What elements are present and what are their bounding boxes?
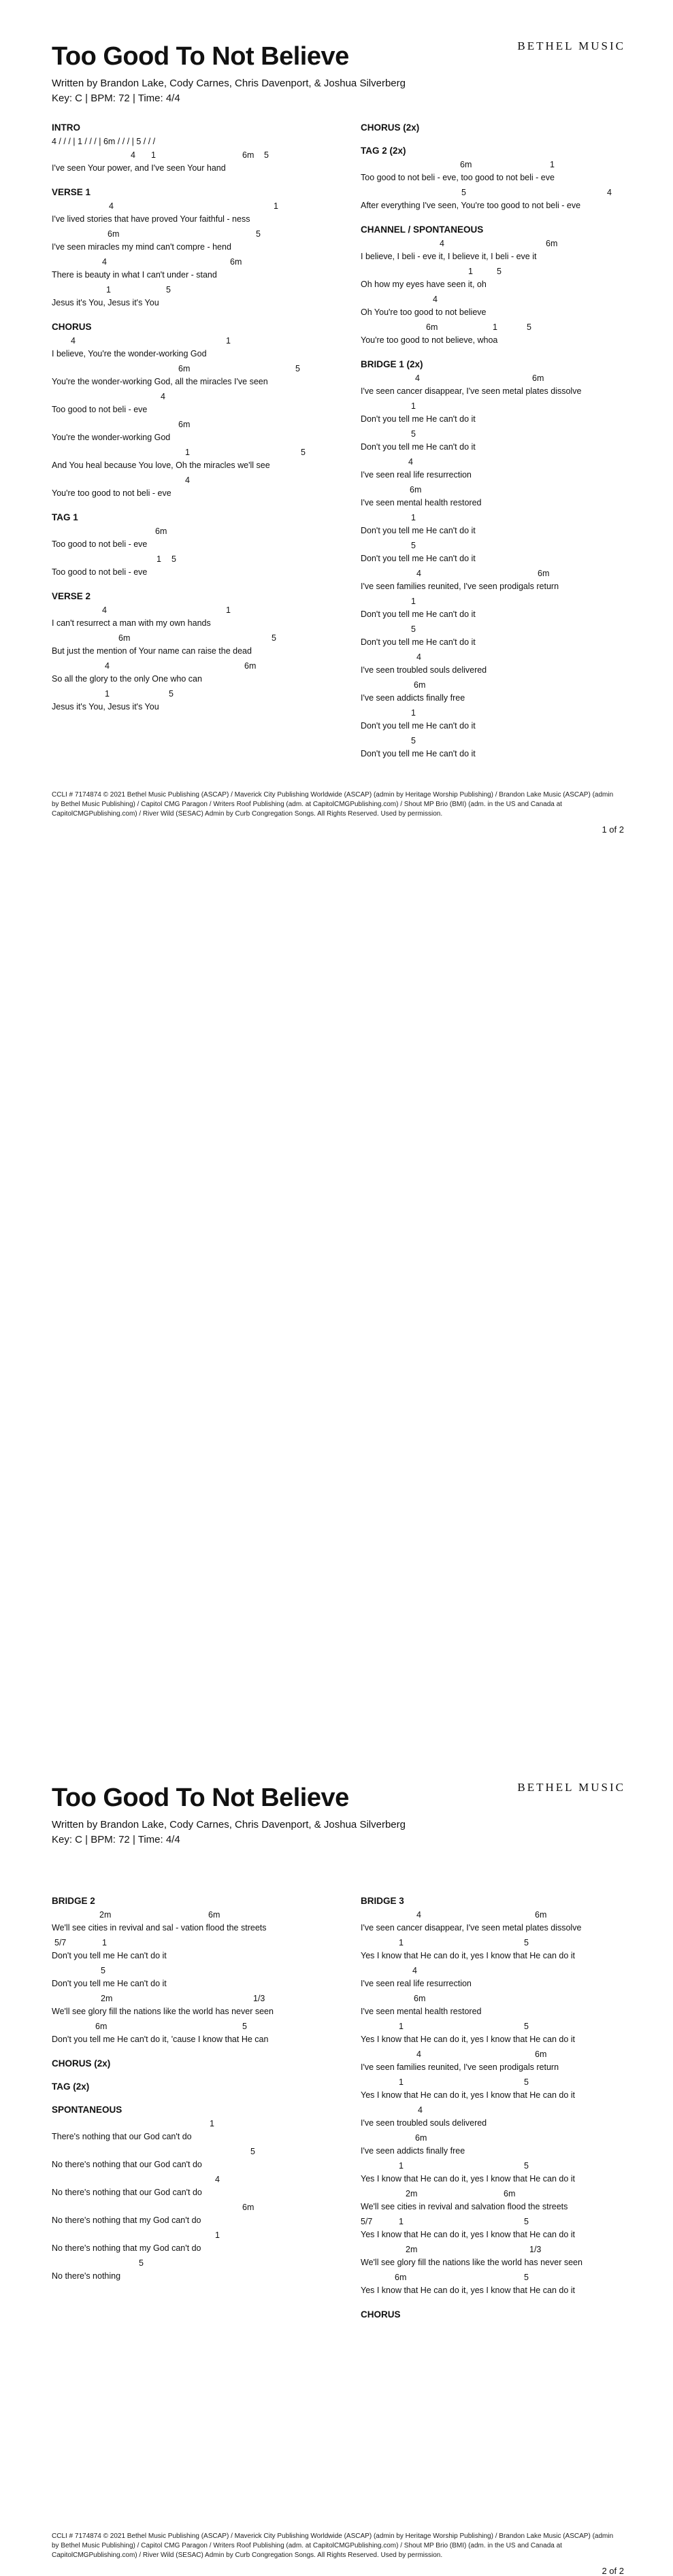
chord: 1 bbox=[105, 689, 110, 699]
chord-line bbox=[361, 678, 660, 691]
chord: 5/7 bbox=[54, 1938, 67, 1947]
chord: 6m bbox=[118, 633, 131, 643]
chord-line bbox=[52, 362, 338, 375]
section-title: CHORUS bbox=[52, 322, 92, 332]
chord-line bbox=[52, 2020, 338, 2033]
chord: 5 bbox=[169, 689, 174, 699]
chord-line bbox=[52, 390, 338, 403]
chord: 5 bbox=[101, 1966, 105, 1975]
right-column bbox=[361, 121, 660, 762]
lyric-line: After everything I've seen, You're too good to not beli - eve bbox=[361, 201, 581, 210]
chord: 1 bbox=[274, 201, 278, 211]
lyric-line: Yes I know that He can do it, yes I know that He can do it bbox=[361, 2174, 575, 2184]
lyric-line: No there's nothing that my God can't do bbox=[52, 2215, 201, 2225]
section-title: INTRO bbox=[52, 122, 80, 133]
chord-line bbox=[361, 2159, 660, 2172]
chord-line bbox=[52, 2145, 338, 2158]
chord: 6m bbox=[414, 680, 426, 690]
lyric-line: Don't you tell me He can't do it bbox=[361, 749, 476, 758]
lyric-line: No there's nothing that my God can't do bbox=[52, 2243, 201, 2253]
lyric-line: Oh You're too good to not believe bbox=[361, 307, 487, 317]
lyric-line: I've seen Your power, and I've seen Your hand bbox=[52, 163, 226, 173]
chord-line bbox=[361, 2103, 660, 2116]
chord: 4 bbox=[109, 201, 114, 211]
chord-line bbox=[52, 148, 338, 161]
chord: 5 bbox=[171, 554, 176, 564]
lyric-line: I've seen real life resurrection bbox=[361, 1979, 472, 1988]
lyric-line: I believe, You're the wonder-working God bbox=[52, 349, 207, 358]
chord: 5 bbox=[411, 736, 416, 746]
chord-line bbox=[52, 552, 338, 565]
writers: Written by Brandon Lake, Cody Carnes, Chris Davenport, & Joshua Silverberg bbox=[52, 78, 406, 89]
chord: 4 bbox=[105, 661, 110, 671]
lyric-line: Too good to not beli - eve bbox=[52, 405, 148, 414]
chord-line bbox=[361, 455, 660, 468]
lyric-line: No there's nothing bbox=[52, 2271, 121, 2281]
chord-line bbox=[52, 2117, 338, 2130]
chord-line bbox=[361, 622, 660, 635]
chord-line bbox=[361, 1992, 660, 2005]
lyric-line: I've seen troubled souls delivered bbox=[361, 665, 487, 675]
chord: 6m bbox=[414, 1994, 426, 2003]
chord-line bbox=[361, 186, 660, 199]
section-title: CHORUS (2x) bbox=[52, 2058, 111, 2069]
lyric-line: There's nothing that our God can't do bbox=[52, 2132, 192, 2141]
chord: 5 bbox=[524, 1938, 529, 1947]
chord: 5 bbox=[411, 429, 416, 439]
lyric-line: And You heal because You love, Oh the miracles we'll see bbox=[52, 461, 270, 470]
lyric-line: Don't you tell me He can't do it bbox=[361, 442, 476, 452]
chord: 5 bbox=[301, 448, 306, 457]
brand-logo: BETHEL MUSIC bbox=[517, 1781, 625, 1794]
lyric-line: We'll see cities in revival and salvation flood the streets bbox=[361, 2202, 568, 2211]
lyric-line: You're too good to not believe, whoa bbox=[361, 335, 498, 345]
chord-line bbox=[361, 511, 660, 524]
lyric-line: Don't you tell me He can't do it bbox=[52, 1979, 167, 1988]
chord: 4 bbox=[607, 188, 612, 197]
chord-line bbox=[361, 237, 660, 250]
chord: 4 bbox=[71, 336, 76, 346]
song-info: Key: C | BPM: 72 | Time: 4/4 bbox=[52, 1834, 180, 1845]
chord-line bbox=[52, 473, 338, 486]
chord-line bbox=[52, 227, 338, 240]
chord: 2m bbox=[406, 2189, 418, 2198]
lyric-line: But just the mention of Your name can raise the dead bbox=[52, 646, 252, 656]
lyric-line: Too good to not beli - eve bbox=[52, 539, 148, 549]
chord: 6m bbox=[230, 257, 242, 267]
chord-line bbox=[52, 418, 338, 431]
chord: 4 bbox=[416, 569, 421, 578]
chord: 1 bbox=[399, 2217, 404, 2226]
chord: 6m bbox=[538, 569, 550, 578]
lyric-line: Don't you tell me He can't do it, 'cause I know that He can bbox=[52, 2035, 269, 2044]
lyric-line: No there's nothing that our God can't do bbox=[52, 2188, 202, 2197]
chord-line bbox=[52, 283, 338, 296]
chord: 1 bbox=[226, 336, 231, 346]
section-title: CHANNEL / SPONTANEOUS bbox=[361, 224, 484, 235]
right-column bbox=[361, 1894, 660, 2322]
chord-line bbox=[52, 2173, 338, 2186]
chord: 6m bbox=[242, 2203, 255, 2212]
chord: 5 bbox=[524, 2161, 529, 2171]
chord-line bbox=[361, 292, 660, 305]
lyric-line: Too good to not beli - eve bbox=[52, 567, 148, 577]
chord: 1 bbox=[550, 160, 555, 169]
copyright-footer: CCLI # 7174874 © 2021 Bethel Music Publishing (ASCAP) / Maverick City Publishing Worldwide (ASCAP) (admin by Heritage Worship Publishing) / Brandon Lake Music (ASCAP) (admin by Bethel Music Publishing) / Capitol CMG Paragon / Writers Roof Publishing (adm. at CapitolCMGPublishing.com) / Shout MP Brio (BMI) (adm. in the US and Canada at CapitolCMGPublishing.com) / River Wild (SESAC) Admin by Curb Congregation Songs. All Rights Reserved. Used by permission. bbox=[52, 2532, 614, 2559]
lyric-line: Don't you tell me He can't do it bbox=[52, 1951, 167, 1960]
chord: 5/7 bbox=[361, 2217, 373, 2226]
chord-line bbox=[52, 524, 338, 537]
chord: 1 bbox=[157, 554, 161, 564]
lyric-line: Yes I know that He can do it, yes I know that He can do it bbox=[361, 2035, 575, 2044]
song-title: Too Good To Not Believe bbox=[52, 1784, 349, 1812]
chord-line bbox=[361, 2131, 660, 2144]
chord: 4 bbox=[161, 392, 165, 401]
lyric-line: I've lived stories that have proved Your faithful - ness bbox=[52, 214, 250, 224]
section-title: BRIDGE 2 bbox=[52, 1896, 95, 1906]
chord-line bbox=[52, 2228, 338, 2241]
lyric-line: Yes I know that He can do it, yes I know that He can do it bbox=[361, 2090, 575, 2100]
lyric-line: Jesus it's You, Jesus it's You bbox=[52, 702, 159, 712]
lyric-line: Don't you tell me He can't do it bbox=[361, 414, 476, 424]
chord: 4 bbox=[102, 257, 107, 267]
chord-line bbox=[361, 2215, 660, 2228]
chord: 1 bbox=[468, 267, 473, 276]
lyric-line: I believe, I beli - eve it, I believe it, I beli - eve it bbox=[361, 252, 537, 261]
lyric-line: I've seen addicts finally free bbox=[361, 2146, 465, 2156]
left-column bbox=[52, 1894, 338, 2284]
chord: 5 bbox=[295, 364, 300, 373]
lyric-line: Don't you tell me He can't do it bbox=[361, 554, 476, 563]
chord-line bbox=[361, 539, 660, 552]
chord: 4 bbox=[215, 2175, 220, 2184]
chord-line bbox=[52, 687, 338, 700]
lyric-line: Don't you tell me He can't do it bbox=[361, 526, 476, 535]
chord-line bbox=[361, 399, 660, 412]
lyric-line: We'll see glory fill the nations like the world has never seen bbox=[52, 2007, 274, 2016]
chord-line bbox=[361, 595, 660, 607]
chord: 4 bbox=[440, 239, 444, 248]
lyric-line: I've seen families reunited, I've seen prodigals return bbox=[361, 582, 559, 591]
chord: 1 bbox=[151, 150, 156, 160]
chord: 2m bbox=[406, 2245, 418, 2254]
chord: 5 bbox=[411, 624, 416, 634]
chord: 6m bbox=[410, 485, 422, 495]
chord: 1 bbox=[411, 401, 416, 411]
chord: 6m bbox=[395, 2273, 407, 2282]
chord: 1 bbox=[399, 2161, 404, 2171]
lyric-line: We'll see cities in revival and sal - vation flood the streets bbox=[52, 1923, 267, 1933]
chord: 4 bbox=[418, 2105, 423, 2115]
chord-line bbox=[361, 2243, 660, 2256]
lyric-line: Yes I know that He can do it, yes I know that He can do it bbox=[361, 2286, 575, 2295]
chord-line bbox=[361, 483, 660, 496]
chord: 6m bbox=[178, 364, 191, 373]
lyric-line: No there's nothing that our God can't do bbox=[52, 2160, 202, 2169]
chord: 5 bbox=[250, 2147, 255, 2156]
chord: 6m bbox=[244, 661, 257, 671]
chord: 6m bbox=[535, 2050, 547, 2059]
chord-line bbox=[361, 650, 660, 663]
chord: 1 bbox=[226, 605, 231, 615]
chord-line bbox=[361, 2075, 660, 2088]
lyric-line: I've seen troubled souls delivered bbox=[361, 2118, 487, 2128]
chord: 4 bbox=[412, 1966, 417, 1975]
lyric-line: Don't you tell me He can't do it bbox=[361, 637, 476, 647]
chord: 1/3 bbox=[253, 1994, 265, 2003]
chord: 6m bbox=[208, 1910, 220, 1920]
chord: 5 bbox=[527, 322, 531, 332]
chord: 6m bbox=[95, 2022, 108, 2031]
chord: 5 bbox=[524, 2217, 529, 2226]
chord: 6m bbox=[546, 239, 558, 248]
chord: 6m bbox=[535, 1910, 547, 1920]
lyric-line: I've seen miracles my mind can't compre - hend bbox=[52, 242, 231, 252]
chord: 1 bbox=[102, 1938, 107, 1947]
chord: 1 bbox=[411, 708, 416, 718]
lyric-line: I've seen mental health restored bbox=[361, 498, 482, 507]
page-number: 2 of 2 bbox=[602, 2566, 624, 2576]
chord-line bbox=[361, 734, 660, 747]
lyric-line: There is beauty in what I can't under - stand bbox=[52, 270, 217, 280]
chord: 5 bbox=[411, 541, 416, 550]
chord: 5 bbox=[524, 2273, 529, 2282]
chord: 4 bbox=[416, 1910, 421, 1920]
chord: 6m bbox=[242, 150, 255, 160]
chord: 6m bbox=[532, 373, 544, 383]
chord: 1 bbox=[411, 513, 416, 522]
chord-line bbox=[52, 659, 338, 672]
lyric-line: I've seen cancer disappear, I've seen metal plates dissolve bbox=[361, 386, 582, 396]
chord: 1 bbox=[215, 2230, 220, 2240]
chord-line bbox=[52, 603, 338, 616]
lyric-line: I've seen families reunited, I've seen prodigals return bbox=[361, 2062, 559, 2072]
lyric-line: You're the wonder-working God bbox=[52, 433, 171, 442]
chord-line bbox=[361, 158, 660, 171]
chord: 5 bbox=[272, 633, 276, 643]
chord: 5 bbox=[524, 2077, 529, 2087]
section-title: CHORUS bbox=[361, 2309, 401, 2320]
chord-line bbox=[361, 371, 660, 384]
section-title: VERSE 1 bbox=[52, 187, 91, 197]
chord-line bbox=[361, 427, 660, 440]
chord: 5 bbox=[242, 2022, 247, 2031]
chord: 6m bbox=[178, 420, 191, 429]
song-title: Too Good To Not Believe bbox=[52, 42, 349, 71]
chord: 5 bbox=[524, 2022, 529, 2031]
chord-line bbox=[361, 265, 660, 278]
lyric-line: You're too good to not beli - eve bbox=[52, 488, 171, 498]
chord: 4 bbox=[416, 652, 421, 662]
chord: 6m bbox=[155, 526, 167, 536]
chord-line bbox=[361, 706, 660, 719]
lyric-line: I can't resurrect a man with my own hands bbox=[52, 618, 211, 628]
chord: 1 bbox=[210, 2119, 214, 2128]
chord: 4 bbox=[415, 373, 420, 383]
lyric-line: Oh how my eyes have seen it, oh bbox=[361, 280, 487, 289]
chord-line bbox=[361, 2047, 660, 2060]
section-title: TAG (2x) bbox=[52, 2081, 90, 2092]
section-title: VERSE 2 bbox=[52, 591, 91, 601]
chord: 5 bbox=[461, 188, 466, 197]
chord-line bbox=[52, 2256, 338, 2269]
chord: 6m bbox=[108, 229, 120, 239]
chord: 6m bbox=[426, 322, 438, 332]
lyric-line: I've seen cancer disappear, I've seen metal plates dissolve bbox=[361, 1923, 582, 1933]
chord: 1/3 bbox=[529, 2245, 542, 2254]
chord-line bbox=[52, 199, 338, 212]
chord: 5 bbox=[166, 285, 171, 295]
chord: 5 bbox=[256, 229, 261, 239]
lyric-line: Don't you tell me He can't do it bbox=[361, 609, 476, 619]
section-title: SPONTANEOUS bbox=[52, 2105, 122, 2115]
lyric-line: Yes I know that He can do it, yes I know that He can do it bbox=[361, 1951, 575, 1960]
lyric-line: Yes I know that He can do it, yes I know that He can do it bbox=[361, 2230, 575, 2239]
chord: 4 bbox=[185, 475, 190, 485]
chord-line bbox=[52, 2201, 338, 2213]
chord: 4 bbox=[131, 150, 135, 160]
chord-line bbox=[52, 1992, 338, 2005]
brand-logo: BETHEL MUSIC bbox=[517, 39, 625, 52]
chord: 1 bbox=[185, 448, 190, 457]
chord: 2m bbox=[101, 1994, 113, 2003]
lyric-line: We'll see glory fill the nations like the world has never seen bbox=[361, 2258, 582, 2267]
lyric-line: You're the wonder-working God, all the miracles I've seen bbox=[52, 377, 268, 386]
chord-line bbox=[361, 2187, 660, 2200]
song-meta bbox=[52, 1818, 406, 1847]
writers: Written by Brandon Lake, Cody Carnes, Chris Davenport, & Joshua Silverberg bbox=[52, 1819, 406, 1830]
lyric-line: I've seen addicts finally free bbox=[361, 693, 465, 703]
chord: 4 bbox=[102, 605, 107, 615]
section-title: TAG 2 (2x) bbox=[361, 146, 406, 156]
page-2 bbox=[0, 871, 673, 2576]
chord-line bbox=[52, 631, 338, 644]
page-number: 1 of 2 bbox=[602, 824, 624, 835]
chord: 4 bbox=[408, 457, 413, 467]
chord-line bbox=[361, 1936, 660, 1949]
chord: 4 bbox=[433, 295, 438, 304]
section-title: CHORUS (2x) bbox=[361, 122, 420, 133]
chord-line bbox=[361, 320, 660, 333]
chord: 6m bbox=[504, 2189, 516, 2198]
chord: 1 bbox=[399, 2077, 404, 2087]
chord: 5 bbox=[264, 150, 269, 160]
chord: 5 bbox=[139, 2258, 144, 2268]
chord: 4 bbox=[416, 2050, 421, 2059]
chord-line bbox=[361, 2020, 660, 2033]
copyright-footer: CCLI # 7174874 © 2021 Bethel Music Publishing (ASCAP) / Maverick City Publishing Worldwide (ASCAP) (admin by Heritage Worship Publishing) / Brandon Lake Music (ASCAP) (admin by Bethel Music Publishing) / Capitol CMG Paragon / Writers Roof Publishing (adm. at CapitolCMGPublishing.com) / Shout MP Brio (BMI) (adm. in the US and Canada at CapitolCMGPublishing.com) / River Wild (SESAC) Admin by Curb Congregation Songs. All Rights Reserved. Used by permission. bbox=[52, 791, 614, 818]
song-meta bbox=[52, 76, 406, 106]
chord-progression: 4 / / / | 1 / / / | 6m / / / | 5 / / / bbox=[52, 137, 156, 146]
section-title: BRIDGE 1 (2x) bbox=[361, 359, 423, 369]
section-title: TAG 1 bbox=[52, 512, 78, 522]
chord: 1 bbox=[399, 1938, 404, 1947]
chord-line bbox=[52, 1908, 338, 1921]
lyric-line: So all the glory to the only One who can bbox=[52, 674, 202, 684]
chord-line bbox=[52, 1936, 338, 1949]
chord: 1 bbox=[493, 322, 497, 332]
chord-line bbox=[52, 334, 338, 347]
chord-line bbox=[52, 255, 338, 268]
lyric-line: I've seen real life resurrection bbox=[361, 470, 472, 480]
chord-line bbox=[361, 1908, 660, 1921]
chord-line bbox=[361, 1964, 660, 1977]
chord: 2m bbox=[99, 1910, 112, 1920]
chord-line bbox=[52, 1964, 338, 1977]
lyric-line: Too good to not beli - eve, too good to not beli - eve bbox=[361, 173, 555, 182]
lyric-line: I've seen mental health restored bbox=[361, 2007, 482, 2016]
lyric-line: Jesus it's You, Jesus it's You bbox=[52, 298, 159, 307]
section-title: BRIDGE 3 bbox=[361, 1896, 404, 1906]
chord-line bbox=[361, 567, 660, 580]
chord: 5 bbox=[497, 267, 502, 276]
left-column bbox=[52, 121, 338, 715]
chord: 6m bbox=[460, 160, 472, 169]
chord-line bbox=[361, 2271, 660, 2284]
chord: 6m bbox=[415, 2133, 427, 2143]
lyric-line: Don't you tell me He can't do it bbox=[361, 721, 476, 731]
chord: 1 bbox=[399, 2022, 404, 2031]
chord: 1 bbox=[411, 597, 416, 606]
page-1 bbox=[0, 0, 673, 871]
chord: 1 bbox=[106, 285, 111, 295]
song-info: Key: C | BPM: 72 | Time: 4/4 bbox=[52, 93, 180, 104]
chord-line bbox=[52, 446, 338, 458]
